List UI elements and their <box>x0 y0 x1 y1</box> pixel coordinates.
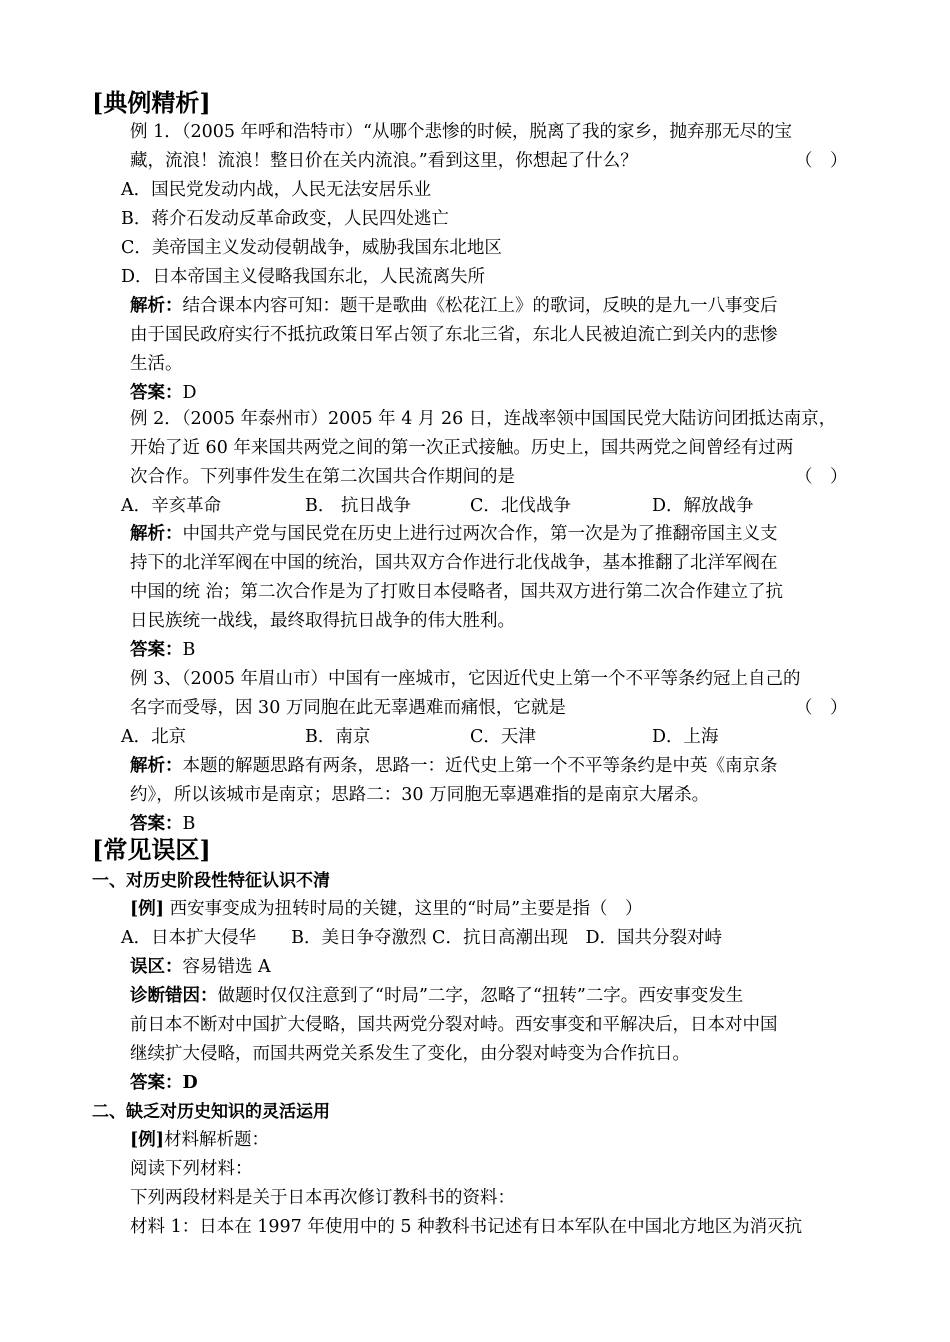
part1-answer <box>130 1071 198 1095</box>
example1-answer-blank: （ ） <box>795 151 848 171</box>
example-label: [例] <box>130 1130 165 1150</box>
example2-answer <box>130 638 195 662</box>
example-label: [例] <box>130 899 165 919</box>
mistake-text: 容易错选 A <box>182 957 271 977</box>
example1-option-b: B．蒋介石发动反革命政变，人民四处逃亡 <box>121 209 449 229</box>
answer-label: 答案： <box>130 814 183 834</box>
analysis-text: 本题的解题思路有两条，思路一：近代史上第一个不平等条约是中英《南京条 <box>182 756 778 776</box>
answer-label: 答案： <box>130 1073 183 1093</box>
example1-analysis-line2: 由于国民政府实行不抵抗政策日军占领了东北三省，东北人民被迫流亡到关内的悲惨 <box>130 325 778 345</box>
example2-analysis-line1 <box>130 522 778 546</box>
example3-answer <box>130 812 195 836</box>
part1-diagnosis-line1 <box>130 984 743 1008</box>
analysis-label: 解析： <box>130 296 183 316</box>
part2-example <box>130 1128 269 1152</box>
example-text: 西安事变成为扭转时局的关键，这里的“时局”主要是指（ ） <box>164 899 643 919</box>
example3-question-line1: 例 3、（2005 年眉山市）中国有一座城市，它因近代史上第一个不平等条约冠上自己的 <box>130 669 801 689</box>
answer-value: D <box>182 1073 198 1093</box>
part1-diagnosis-line2: 前日本不断对中国扩大侵略，国共两党分裂对峙。西安事变和平解决后，日本对中国 <box>130 1015 778 1035</box>
example3-option-c: C．天津 <box>470 727 536 747</box>
example2-option-c: C．北伐战争 <box>470 496 571 516</box>
example3-option-b: B．南京 <box>305 727 371 747</box>
example3-option-d: D．上海 <box>652 727 719 747</box>
example2-option-d: D．解放战争 <box>652 496 754 516</box>
example2-question-line1: 例 2．（2005 年泰州市）2005 年 4 月 26 日，连战率领中国国民党大陆访问团抵达南京， <box>130 409 837 429</box>
analysis-text: 结合课本内容可知：题干是歌曲《松花江上》的歌词，反映的是九一八事变后 <box>182 296 778 316</box>
example3-analysis-line2: 约》，所以该城市是南京；思路二：30 万同胞无辜遇难指的是南京大屠杀。 <box>130 785 710 805</box>
section-heading-examples: [典例精析] <box>92 88 211 117</box>
example2-option-b: B． 抗日战争 <box>305 496 411 516</box>
section-heading-common-mistakes: [常见误区] <box>92 835 211 864</box>
analysis-label: 解析： <box>130 524 183 544</box>
answer-value: B <box>182 640 196 660</box>
part1-example <box>130 897 643 921</box>
answer-value: B <box>182 814 196 834</box>
part2-line3: 材料 1：日本在 1997 年使用中的 5 种教科书记述有日本军队在中国北方地区为消灭抗 <box>130 1217 803 1237</box>
part1-diagnosis-line3: 继续扩大侵略，而国共两党关系发生了变化，由分裂对峙变为合作抗日。 <box>130 1044 690 1064</box>
part1-mistake <box>130 955 271 979</box>
diagnosis-text: 做题时仅仅注意到了“时局”二字，忽略了“扭转”二字。西安事变发生 <box>217 986 744 1006</box>
part1-options: A．日本扩大侵华 B．美日争夺激烈 C．抗日高潮出现 D．国共分裂对峙 <box>121 928 722 948</box>
diagnosis-label: 诊断错因： <box>130 986 218 1006</box>
example1-analysis-line3: 生活。 <box>130 354 183 374</box>
example1-option-c: C．美帝国主义发动侵朝战争，威胁我国东北地区 <box>121 238 502 258</box>
example2-analysis-line3: 中国的统 治；第二次合作是为了打败日本侵略者，国共双方进行第二次合作建立了抗 <box>130 582 784 602</box>
example3-option-a: A．北京 <box>121 727 187 747</box>
example1-analysis-line1 <box>130 294 778 318</box>
answer-value: D <box>182 383 197 403</box>
example2-question-line2: 开始了近 60 年来国共两党之间的第一次正式接触。历史上，国共两党之间曾经有过两 <box>130 438 794 458</box>
mistake-label: 误区： <box>130 957 183 977</box>
answer-label: 答案： <box>130 640 183 660</box>
part2-line2: 下列两段材料是关于日本再次修订教科书的资料： <box>130 1188 515 1208</box>
example1-question-line1: 例 1．（2005 年呼和浩特市）“从哪个悲惨的时候，脱离了我的家乡，抛弃那无尽的宝 <box>130 122 792 142</box>
example3-question-line2: 名字而受辱，因 30 万同胞在此无辜遇难而痛恨，它就是 <box>130 698 566 718</box>
example2-question-line3: 次合作。下列事件发生在第二次国共合作期间的是 <box>130 467 515 487</box>
answer-label: 答案： <box>130 383 183 403</box>
example2-option-a: A．辛亥革命 <box>121 496 222 516</box>
example2-analysis-line2: 持下的北洋军阀在中国的统治，国共双方合作进行北伐战争，基本推翻了北洋军阀在 <box>130 553 778 573</box>
example1-option-d: D．日本帝国主义侵略我国东北，人民流离失所 <box>121 267 486 287</box>
part2-title: 二、缺乏对历史知识的灵活运用 <box>92 1102 330 1122</box>
example3-analysis-line1 <box>130 754 778 778</box>
example2-answer-blank: （ ） <box>795 467 848 487</box>
part1-title: 一、对历史阶段性特征认识不清 <box>92 871 330 891</box>
example1-answer <box>130 381 197 405</box>
analysis-label: 解析： <box>130 756 183 776</box>
part2-line1: 阅读下列材料： <box>130 1159 253 1179</box>
example-text: 材料解析题： <box>164 1130 270 1150</box>
example3-answer-blank: （ ） <box>795 698 848 718</box>
example1-option-a: A．国民党发动内战，人民无法安居乐业 <box>121 180 432 200</box>
analysis-text: 中国共产党与国民党在历史上进行过两次合作，第一次是为了推翻帝国主义支 <box>182 524 778 544</box>
example2-analysis-line4: 日民族统一战线，最终取得抗日战争的伟大胜利。 <box>130 611 515 631</box>
example1-question-line2: 藏，流浪！流浪！整日价在关内流浪。”看到这里，你想起了什么？ <box>130 151 638 171</box>
